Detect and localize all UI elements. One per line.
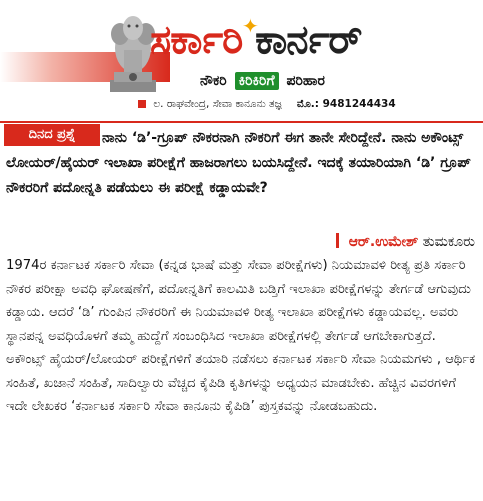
tagline-word-3: ಪರಿಹಾರ xyxy=(286,73,325,89)
question-author xyxy=(336,232,475,252)
masthead xyxy=(0,0,483,120)
author-name: ಆರ್.ಉಮೇಶ್ xyxy=(348,234,419,250)
masthead-title xyxy=(150,16,361,64)
bullet-square-icon xyxy=(138,100,146,108)
answer-text xyxy=(6,254,478,419)
tagline-word-2: ಕಿರಿಕಿರಿಗೆ xyxy=(235,72,279,90)
tagline-word-1: ನೌಕರಿ xyxy=(200,73,227,89)
answer-paragraph: 1974ರ ಕರ್ನಾಟಕ ಸರ್ಕಾರಿ ಸೇವಾ (ಕನ್ನಡ ಭಾಷೆ ಮತ್ತು ಸೇವಾ ಪರೀಕ್ಷೆಗಳು) ನಿಯಮಾವಳಿ ರೀತ್ಯ ಪ್ರತಿ ಸರ್ಕಾರಿ ನೌಕರ ಪರೀಕ್ಷಾ ಅವಧಿ ಘೋಷಣೆಗೆ, ಪದೋನ್ನತಿಗೆ ಕಾಲಮಿತಿ ಬಡ್ತಿಗೆ ಇಲಾಖಾ ಪರೀಕ್ಷೆಗಳನ್ನು ತೇರ್ಗಡೆ ಆಗುವುದು ಕಡ್ಡಾಯ. ಆದರೆ ‘ಡಿ’ ಗುಂಪಿನ ನೌಕರರಿಗೆ ಈ ನಿಯಮಾವಳಿ ರೀತ್ಯ ಇಲಾಖಾ ಪರೀಕ್ಷೆಗಳು ಕಡ್ಡಾಯವಲ್ಲ. ಅವರು ಸ್ಥಾನಪನ್ನ ಅವಧಿಯೊಳಗೆ ತಮ್ಮ ಹುದ್ದೆಗೆ ಸಂಬಂಧಿಸಿದ ಇಲಾಖಾ ಪರೀಕ್ಷೆಗಳಲ್ಲಿ ತೇರ್ಗಡೆ ಆಗಬೇಕಾಗುತ್ತದೆ. ಅಕೌಂಟ್ಸ್ ಹೈಯರ್/ಲೋಯರ್ ಪರೀಕ್ಷೆಗಳಿಗೆ ತಯಾರಿ ನಡೆಸಲು ಕರ್ನಾಟಕ ಸರ್ಕಾರಿ ಸೇವಾ ನಿಯಮಗಳು , ಆರ್ಥಿಕ ಸಂಹಿತೆ, ಖಜಾನೆ ಸಂಹಿತೆ, ಸಾದಿಲ್ವಾರು ವೆಚ್ಚದ ಕೈಪಿಡಿ ಕೃತಿಗಳನ್ನು ಅಧ್ಯಯನ ಮಾಡಬೇಕು. ಹೆಚ್ಚಿನ ವಿವರಗಳಿಗೆ ಇದೇ ಲೇಖಕರ ‘ಕರ್ನಾಟಕ ಸರ್ಕಾರಿ ಸೇವಾ ಕಾನೂನು ಕೈಪಿಡಿ’ ಪುಸ್ತಕವನ್ನು ನೋಡಬಹುದು. xyxy=(6,258,476,414)
author-place: ತುಮಕೂರು xyxy=(422,234,475,250)
reader-question: ನಾನು ‘ಡಿ’-ಗ್ರೂಪ್ ನೌಕರನಾಗಿ ನೌಕರಿಗೆ ಈಗ ತಾನೇ ಸೇರಿದ್ದೇನೆ. ನಾನು ಅಕೌಂಟ್ಸ್ ಲೋಯರ್/ಹೈಯರ್ ಇಲಾಖಾ ಪರೀಕ್ಷೆಗೆ ಹಾಜರಾಗಲು ಬಯಸಿದ್ದೇನೆ. ಇದಕ್ಕೆ ತಯಾರಿಯಾಗಿ ‘ಡಿ’ ಗ್ರೂಪ್ ನೌಕರರಿಗೆ ಪದೋನ್ನತಿ ಪಡೆಯಲು ಈ ಪರೀಕ್ಷೆ ಕಡ್ಡಾಯವೇ? xyxy=(6,130,471,196)
masthead-contact xyxy=(138,96,396,112)
author-marker xyxy=(336,233,339,248)
header-divider xyxy=(0,121,483,123)
phone-number: ಮೊ.: 9481244434 xyxy=(296,98,396,110)
title-sarkari: ಸರ್ಕಾರಿ xyxy=(150,17,243,63)
star-icon: ✦ xyxy=(242,14,258,38)
section-badge: ದಿನದ ಪ್ರಶ್ನೆ xyxy=(4,124,100,146)
title-corner: ಕಾರ್ನರ್ xyxy=(255,17,362,63)
masthead-tagline xyxy=(200,70,325,92)
editor-credit: ಲ. ರಾಘವೇಂದ್ರ, ಸೇವಾ ಕಾನೂನು ತಜ್ಞ xyxy=(153,98,282,110)
